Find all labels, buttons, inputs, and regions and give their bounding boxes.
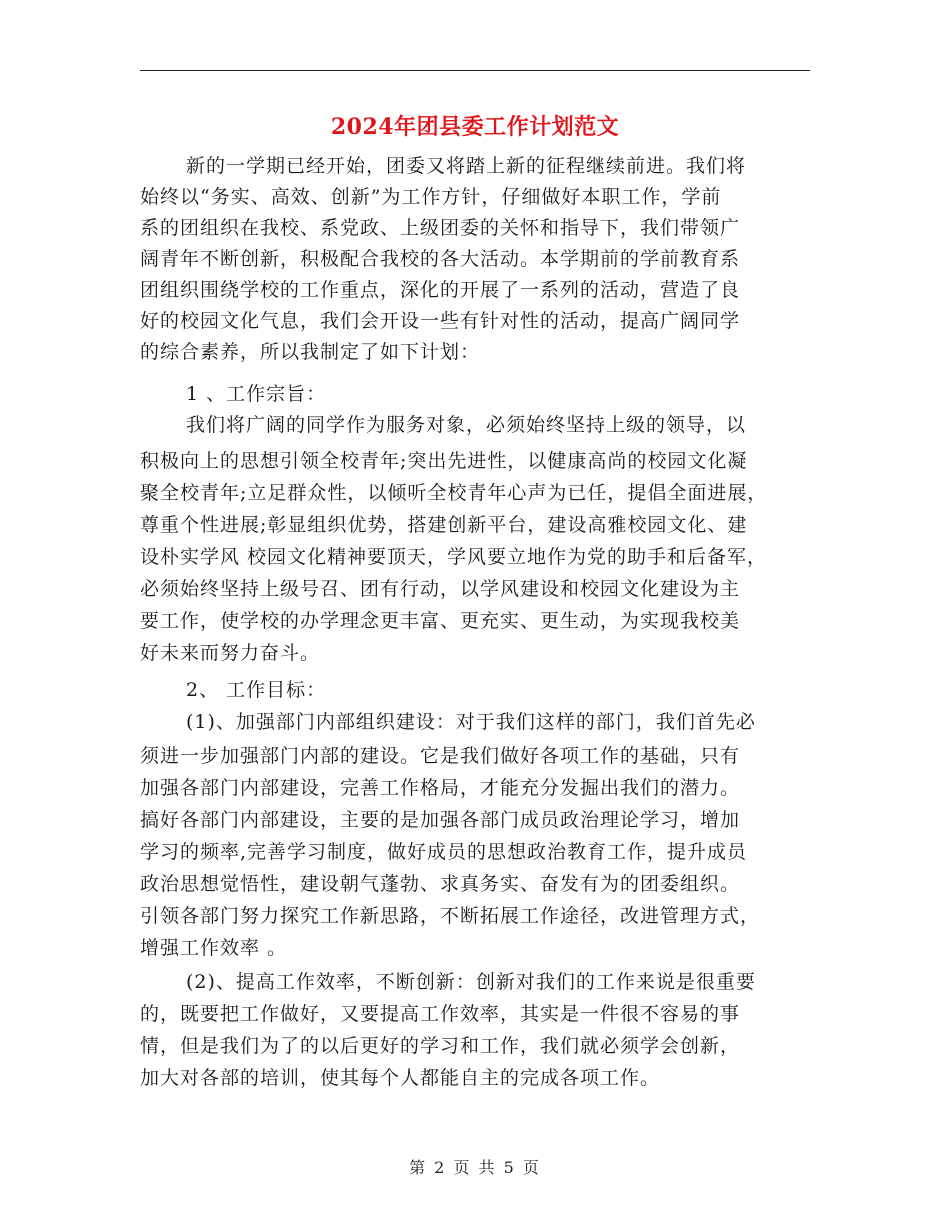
paragraph-line: 好的校园文化气息，我们会开设一些有针对性的活动，提高广阔同学 (140, 310, 741, 332)
paragraph-line: 好未来而努力奋斗。 (140, 642, 321, 664)
section-heading: 1 、工作宗旨： (186, 383, 327, 405)
header-rule (140, 70, 810, 71)
document-title: 2024年团县委工作计划范文 (330, 114, 620, 140)
paragraph-line: 阔青年不断创新，积极配合我校的各大活动。本学期前的学前教育系 (140, 248, 741, 270)
paragraph-line: 的，既要把工作做好，又要提高工作效率，其实是一件很不容易的事 (140, 1003, 741, 1025)
paragraph-line: 积极向上的思想引领全校青年;突出先进性，以健康高尚的校园文化凝 (140, 450, 748, 472)
paragraph-line: 聚全校青年;立足群众性，以倾听全校青年心声为已任，提倡全面进展， (140, 482, 768, 504)
paragraph-line: 情，但是我们为了的以后更好的学习和工作，我们就必须学会创新， (140, 1035, 741, 1057)
paragraph-line: 学习的频率,完善学习制度，做好成员的思想政治教育工作，提升成员 (140, 841, 748, 863)
paragraph-line: 尊重个性进展;彰显组织优势，搭建创新平台，建设高雅校园文化、建 (140, 514, 748, 536)
paragraph-line: 的综合素养，所以我制定了如下计划： (140, 341, 481, 363)
page-number-footer: 第 2 页 共 5 页 (409, 1158, 541, 1177)
paragraph-line: 增强工作效率 。 (140, 937, 288, 959)
paragraph-line: 加大对各部的培训，使其每个人都能自主的完成各项工作。 (140, 1067, 661, 1089)
paragraph-line: 政治思想觉悟性，建设朝气蓬勃、求真务实、奋发有为的团委组织。 (140, 873, 741, 895)
paragraph-line: 我们将广阔的同学作为服务对象，必须始终坚持上级的领导，以 (186, 414, 747, 436)
paragraph-line: 始终以“务实、高效、创新”为工作方针，仔细做好本职工作，学前 (140, 186, 722, 208)
paragraph-line: 团组织围绕学校的工作重点，深化的开展了一系列的活动，营造了良 (140, 279, 741, 301)
paragraph-line: 设朴实学风 校园文化精神要顶天，学风要立地作为党的助手和后备军， (140, 546, 768, 568)
paragraph-line: 要工作，使学校的办学理念更丰富、更充实、更生动，为实现我校美 (140, 610, 741, 632)
paragraph-line: (2)、提高工作效率，不断创新：创新对我们的工作来说是很重要 (186, 971, 756, 993)
paragraph-line: 引领各部门努力探究工作新思路，不断拓展工作途径，改进管理方式， (140, 905, 761, 927)
paragraph-line: 搞好各部门内部建设，主要的是加强各部门成员政治理论学习，增加 (140, 809, 741, 831)
section-heading: 2、 工作目标： (186, 679, 327, 701)
paragraph-line: 须进一步加强部门内部的建设。它是我们做好各项工作的基础，只有 (140, 745, 741, 767)
paragraph-line: 必须始终坚持上级号召、团有行动，以学风建设和校园文化建设为主 (140, 578, 741, 600)
paragraph-line: 新的一学期已经开始，团委又将踏上新的征程继续前进。我们将 (186, 155, 747, 177)
paragraph-line: 加强各部门内部建设，完善工作格局，才能充分发掘出我们的潜力。 (140, 777, 741, 799)
paragraph-line: (1)、加强部门内部组织建设：对于我们这样的部门，我们首先必 (186, 711, 756, 733)
paragraph-line: 系的团组织在我校、系党政、上级团委的关怀和指导下，我们带领广 (140, 217, 741, 239)
